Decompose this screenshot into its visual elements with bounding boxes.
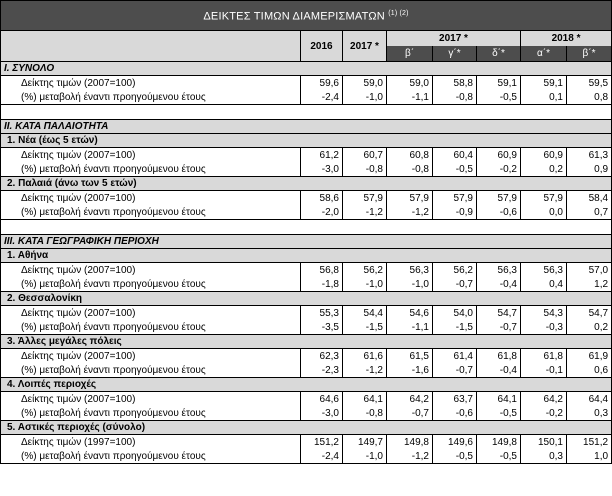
value-cell: 58,8 bbox=[433, 76, 477, 91]
value-cell: -0,2 bbox=[521, 406, 567, 421]
group-title: 1. Νέα (έως 5 ετών) bbox=[1, 134, 612, 148]
section-title: II. ΚΑΤΑ ΠΑΛΑΙΟΤΗΤΑ bbox=[1, 120, 612, 134]
table-row bbox=[1, 306, 612, 321]
value-cell: 60,9 bbox=[477, 148, 521, 163]
value-cell: -0,2 bbox=[477, 162, 521, 177]
value-cell: 149,8 bbox=[387, 435, 433, 450]
value-cell: 60,9 bbox=[521, 148, 567, 163]
value-cell: 57,9 bbox=[343, 191, 387, 206]
value-cell: -0,5 bbox=[477, 449, 521, 464]
value-cell: 59,5 bbox=[567, 76, 612, 91]
value-cell: 149,7 bbox=[343, 435, 387, 450]
section-row bbox=[1, 62, 612, 76]
value-cell: 56,8 bbox=[301, 263, 343, 278]
group-title: 4. Λοιπές περιοχές bbox=[1, 378, 612, 392]
value-cell: 0,8 bbox=[567, 90, 612, 105]
value-cell: 63,7 bbox=[433, 392, 477, 407]
row-label: (%) μεταβολή έναντι προηγούμενου έτους bbox=[1, 320, 301, 335]
value-cell: -0,7 bbox=[387, 406, 433, 421]
value-cell: -0,4 bbox=[477, 363, 521, 378]
table-row bbox=[1, 392, 612, 407]
value-cell: -0,7 bbox=[477, 320, 521, 335]
value-cell: -1,2 bbox=[343, 205, 387, 220]
value-cell: 62,3 bbox=[301, 349, 343, 364]
value-cell: 64,2 bbox=[521, 392, 567, 407]
header-2017-quarters: 2017 * bbox=[387, 31, 521, 47]
value-cell: -0,7 bbox=[433, 363, 477, 378]
value-cell: 1,2 bbox=[567, 277, 612, 292]
value-cell: 59,6 bbox=[301, 76, 343, 91]
table-row bbox=[1, 148, 612, 163]
header-row-years bbox=[1, 31, 612, 47]
value-cell: -1,0 bbox=[387, 277, 433, 292]
value-cell: 151,2 bbox=[567, 435, 612, 450]
value-cell: 56,3 bbox=[477, 263, 521, 278]
value-cell: -1,1 bbox=[387, 90, 433, 105]
value-cell: 59,1 bbox=[477, 76, 521, 91]
group-row bbox=[1, 134, 612, 148]
value-cell: 57,9 bbox=[521, 191, 567, 206]
value-cell: 54,4 bbox=[343, 306, 387, 321]
group-row bbox=[1, 249, 612, 263]
group-row bbox=[1, 177, 612, 191]
section-row bbox=[1, 235, 612, 249]
value-cell: 61,4 bbox=[433, 349, 477, 364]
value-cell: -0,7 bbox=[433, 277, 477, 292]
value-cell: 1,0 bbox=[567, 449, 612, 464]
table-row bbox=[1, 277, 612, 292]
value-cell: -1,2 bbox=[387, 205, 433, 220]
row-label: Δείκτης τιμών (2007=100) bbox=[1, 349, 301, 364]
value-cell: 0,2 bbox=[567, 320, 612, 335]
row-label: Δείκτης τιμών (2007=100) bbox=[1, 306, 301, 321]
value-cell: 61,5 bbox=[387, 349, 433, 364]
title-row bbox=[1, 1, 612, 31]
value-cell: -1,2 bbox=[387, 449, 433, 464]
row-label: (%) μεταβολή έναντι προηγούμενου έτους bbox=[1, 162, 301, 177]
table-title-notes: (1) (2) bbox=[388, 10, 409, 18]
row-label: Δείκτης τιμών (2007=100) bbox=[1, 148, 301, 163]
value-cell: 64,4 bbox=[567, 392, 612, 407]
value-cell: -2,0 bbox=[301, 205, 343, 220]
header-2018-quarters: 2018 * bbox=[521, 31, 612, 47]
value-cell: 57,9 bbox=[433, 191, 477, 206]
value-cell: 0,3 bbox=[567, 406, 612, 421]
value-cell: -0,1 bbox=[521, 363, 567, 378]
table-row bbox=[1, 90, 612, 105]
row-label: (%) μεταβολή έναντι προηγούμενου έτους bbox=[1, 449, 301, 464]
value-cell: -0,9 bbox=[433, 205, 477, 220]
group-title: 5. Αστικές περιοχές (σύνολο) bbox=[1, 421, 612, 435]
value-cell: 0,9 bbox=[567, 162, 612, 177]
value-cell: 150,1 bbox=[521, 435, 567, 450]
header-blank bbox=[1, 31, 301, 62]
value-cell: 64,2 bbox=[387, 392, 433, 407]
row-label: (%) μεταβολή έναντι προηγούμενου έτους bbox=[1, 363, 301, 378]
value-cell: 59,1 bbox=[521, 76, 567, 91]
row-label: Δείκτης τιμών (1997=100) bbox=[1, 435, 301, 450]
value-cell: 64,1 bbox=[343, 392, 387, 407]
row-label: Δείκτης τιμών (2007=100) bbox=[1, 263, 301, 278]
value-cell: 56,2 bbox=[343, 263, 387, 278]
value-cell: 61,6 bbox=[343, 349, 387, 364]
value-cell: -1,0 bbox=[343, 277, 387, 292]
row-label: Δείκτης τιμών (2007=100) bbox=[1, 76, 301, 91]
header-2017: 2017 * bbox=[343, 31, 387, 62]
value-cell: -0,3 bbox=[521, 320, 567, 335]
row-label: (%) μεταβολή έναντι προηγούμενου έτους bbox=[1, 90, 301, 105]
group-row bbox=[1, 335, 612, 349]
value-cell: 61,3 bbox=[567, 148, 612, 163]
value-cell: -1,8 bbox=[301, 277, 343, 292]
value-cell: -1,6 bbox=[387, 363, 433, 378]
value-cell: 0,0 bbox=[521, 205, 567, 220]
value-cell: 55,3 bbox=[301, 306, 343, 321]
table-row bbox=[1, 320, 612, 335]
value-cell: 61,2 bbox=[301, 148, 343, 163]
value-cell: 59,0 bbox=[343, 76, 387, 91]
value-cell: 0,2 bbox=[521, 162, 567, 177]
value-cell: 61,9 bbox=[567, 349, 612, 364]
value-cell: 60,4 bbox=[433, 148, 477, 163]
group-row bbox=[1, 421, 612, 435]
value-cell: -0,6 bbox=[477, 205, 521, 220]
value-cell: -1,0 bbox=[343, 90, 387, 105]
section-title: III. ΚΑΤΑ ΓΕΩΓΡΑΦΙΚΗ ΠΕΡΙΟΧΗ bbox=[1, 235, 612, 249]
table-row bbox=[1, 449, 612, 464]
value-cell: 59,0 bbox=[387, 76, 433, 91]
value-cell: -0,8 bbox=[387, 162, 433, 177]
table-row bbox=[1, 205, 612, 220]
value-cell: 0,7 bbox=[567, 205, 612, 220]
table-row bbox=[1, 191, 612, 206]
spacer-row bbox=[1, 105, 612, 120]
group-row bbox=[1, 292, 612, 306]
value-cell: -2,3 bbox=[301, 363, 343, 378]
table-row bbox=[1, 349, 612, 364]
value-cell: -3,0 bbox=[301, 406, 343, 421]
value-cell: 64,6 bbox=[301, 392, 343, 407]
header-quarter: δ΄* bbox=[477, 46, 521, 62]
value-cell: 57,0 bbox=[567, 263, 612, 278]
table-row bbox=[1, 363, 612, 378]
value-cell: -1,2 bbox=[343, 363, 387, 378]
table-title bbox=[1, 1, 612, 31]
table-title-text: ΔΕΙΚΤΕΣ ΤΙΜΩΝ ΔΙΑΜΕΡΙΣΜΑΤΩΝ bbox=[203, 10, 385, 23]
value-cell: -1,5 bbox=[343, 320, 387, 335]
value-cell: 60,7 bbox=[343, 148, 387, 163]
value-cell: -0,5 bbox=[433, 449, 477, 464]
group-title: 2. Παλαιά (άνω των 5 ετών) bbox=[1, 177, 612, 191]
value-cell: -0,5 bbox=[433, 162, 477, 177]
value-cell: 64,1 bbox=[477, 392, 521, 407]
value-cell: -2,4 bbox=[301, 449, 343, 464]
group-title: 3. Άλλες μεγάλες πόλεις bbox=[1, 335, 612, 349]
header-2016: 2016 bbox=[301, 31, 343, 62]
table-row bbox=[1, 406, 612, 421]
section-title: I. ΣΥΝΟΛΟ bbox=[1, 62, 612, 76]
row-label: (%) μεταβολή έναντι προηγούμενου έτους bbox=[1, 205, 301, 220]
value-cell: 60,8 bbox=[387, 148, 433, 163]
value-cell: 58,6 bbox=[301, 191, 343, 206]
value-cell: 0,4 bbox=[521, 277, 567, 292]
row-label: (%) μεταβολή έναντι προηγούμενου έτους bbox=[1, 406, 301, 421]
header-quarter: β΄ bbox=[387, 46, 433, 62]
value-cell: -1,1 bbox=[387, 320, 433, 335]
table-row bbox=[1, 162, 612, 177]
value-cell: 54,0 bbox=[433, 306, 477, 321]
value-cell: -0,8 bbox=[343, 406, 387, 421]
value-cell: 151,2 bbox=[301, 435, 343, 450]
value-cell: -3,0 bbox=[301, 162, 343, 177]
value-cell: 61,8 bbox=[477, 349, 521, 364]
value-cell: -1,5 bbox=[433, 320, 477, 335]
section-row bbox=[1, 120, 612, 134]
value-cell: -0,4 bbox=[477, 277, 521, 292]
value-cell: -0,5 bbox=[477, 406, 521, 421]
value-cell: 0,3 bbox=[521, 449, 567, 464]
table-row bbox=[1, 435, 612, 450]
value-cell: 54,3 bbox=[521, 306, 567, 321]
value-cell: 57,9 bbox=[477, 191, 521, 206]
value-cell: 56,3 bbox=[387, 263, 433, 278]
value-cell: 54,7 bbox=[567, 306, 612, 321]
value-cell: 56,2 bbox=[433, 263, 477, 278]
group-row bbox=[1, 378, 612, 392]
value-cell: 58,4 bbox=[567, 191, 612, 206]
spacer-cell bbox=[1, 105, 612, 120]
value-cell: -2,4 bbox=[301, 90, 343, 105]
value-cell: 54,6 bbox=[387, 306, 433, 321]
row-label: Δείκτης τιμών (2007=100) bbox=[1, 392, 301, 407]
value-cell: -1,0 bbox=[343, 449, 387, 464]
header-quarter: α΄* bbox=[521, 46, 567, 62]
group-title: 2. Θεσσαλονίκη bbox=[1, 292, 612, 306]
value-cell: 149,8 bbox=[477, 435, 521, 450]
value-cell: 61,8 bbox=[521, 349, 567, 364]
value-cell: 0,1 bbox=[521, 90, 567, 105]
row-label: Δείκτης τιμών (2007=100) bbox=[1, 191, 301, 206]
value-cell: 54,7 bbox=[477, 306, 521, 321]
spacer-cell bbox=[1, 220, 612, 235]
header-quarter: β΄* bbox=[567, 46, 612, 62]
value-cell: 56,3 bbox=[521, 263, 567, 278]
value-cell: 57,9 bbox=[387, 191, 433, 206]
group-title: 1. Αθήνα bbox=[1, 249, 612, 263]
row-label: (%) μεταβολή έναντι προηγούμενου έτους bbox=[1, 277, 301, 292]
value-cell: 0,6 bbox=[567, 363, 612, 378]
header-quarter: γ΄* bbox=[433, 46, 477, 62]
value-cell: -0,8 bbox=[433, 90, 477, 105]
spacer-row bbox=[1, 220, 612, 235]
value-cell: -0,5 bbox=[477, 90, 521, 105]
table-row bbox=[1, 76, 612, 91]
value-cell: -0,8 bbox=[343, 162, 387, 177]
value-cell: -3,5 bbox=[301, 320, 343, 335]
table-row bbox=[1, 263, 612, 278]
value-cell: -0,6 bbox=[433, 406, 477, 421]
value-cell: 149,6 bbox=[433, 435, 477, 450]
